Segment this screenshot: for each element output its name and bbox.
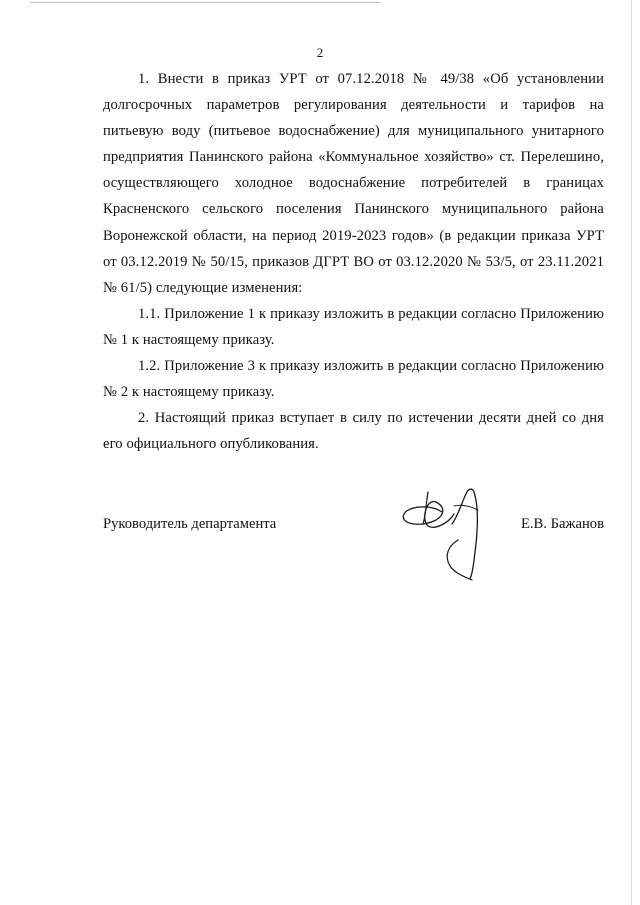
- paragraph-amendment: 1. Внести в приказ УРТ от 07.12.2018 № 49/38 «Об установлении долгосрочных параметров регулирования деятельности и тарифов на питьевую воду (питьевое водоснабжение) для муниципального унитарного предприятия Панинского района «Коммунальное хозяйство» ст. Перелешино, осуществляющего холодное водоснабжение потребителей в границах Красненского сельского поселения Панинского муниципального района Воронежской области, на период 2019-2023 годов» (в редакции приказа УРТ от 03.12.2019 № 50/15, приказов ДГРТ ВО от 03.12.2020 № 53/5, от 23.11.2021 № 61/5) следующие изменения:: [103, 71, 604, 296]
- paragraph-item-1-2: 1.2. Приложение 3 к приказу изложить в редакции согласно Приложению № 2 к настоящему приказу.: [103, 358, 604, 401]
- order-text: [103, 66, 604, 457]
- handwritten-signature: [396, 484, 498, 584]
- scan-edge-line-top: [30, 2, 380, 3]
- page-number: 2: [316, 45, 324, 60]
- signatory-title: Руководитель департамента: [103, 516, 277, 532]
- signatory-name: Е.В. Бажанов: [520, 516, 604, 532]
- paragraph-effective-date: 2. Настоящий приказ вступает в силу по истечении десяти дней со дня его официального опубликования.: [103, 410, 604, 453]
- scan-edge-line-right: [631, 0, 632, 905]
- paragraph-item-1-1: 1.1. Приложение 1 к приказу изложить в редакции согласно Приложению № 1 к настоящему приказу.: [103, 305, 604, 348]
